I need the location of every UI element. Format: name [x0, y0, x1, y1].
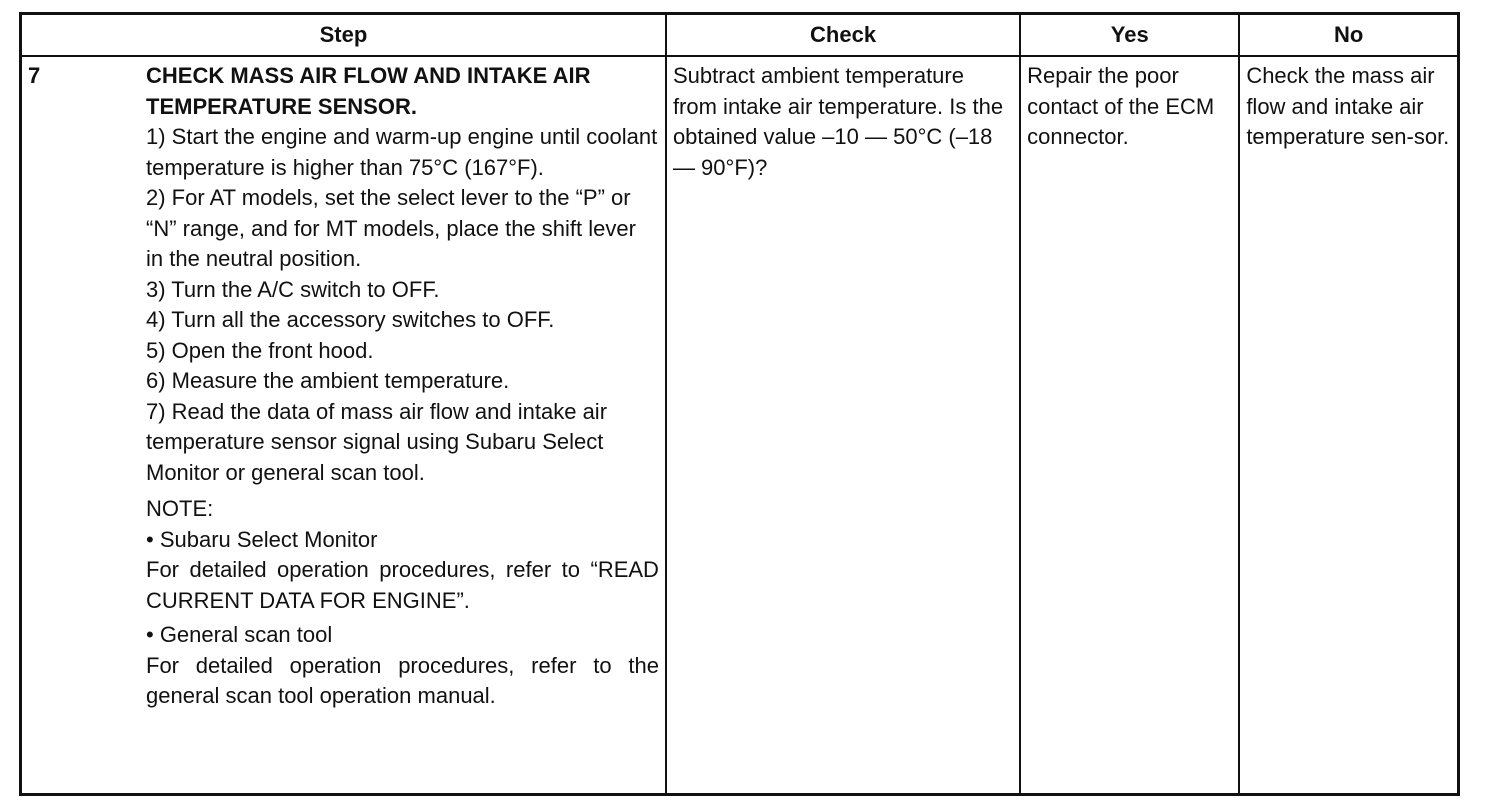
note-bullet-select-monitor: • Subaru Select Monitor	[146, 526, 378, 552]
procedure-5: 5) Open the front hood.	[146, 337, 374, 363]
diagnostic-table	[19, 12, 1460, 796]
procedure-2: 2) For AT models, set the select lever to the “P” or “N” range, and for MT models, place the shift lever in the neutral position.	[146, 185, 636, 271]
note-text-select-monitor: For detailed operation procedures, refer to “READ CURRENT DATA FOR ENGINE”.	[146, 557, 659, 613]
procedure-6: 6) Measure the ambient temperature.	[146, 368, 510, 393]
header-yes: Yes	[1020, 14, 1239, 57]
note-label: NOTE:	[146, 496, 214, 521]
note-text-scan-tool: For detailed operation procedures, refer to the general scan tool operation manual.	[146, 652, 659, 708]
step-title: CHECK MASS AIR FLOW AND INTAKE AIR TEMPERATURE SENSOR.	[146, 63, 591, 119]
procedure-3: 3) Turn the A/C switch to OFF.	[146, 276, 440, 302]
check-cell: Subtract ambient temperature from intake air temperature. Is the obtained value –10 — 50°C (–18 — 90°F)?	[666, 56, 1020, 795]
procedure-1: 1) Start the engine and warm-up engine until coolant temperature is higher than 75°C (167°F).	[146, 124, 658, 180]
table-row	[21, 56, 1459, 795]
header-check: Check	[666, 14, 1020, 57]
note-bullet-scan-tool: • General scan tool	[146, 622, 333, 647]
yes-cell: Repair the poor contact of the ECM connector.	[1020, 56, 1239, 795]
no-cell: Check the mass air flow and intake air temperature sen-sor.	[1239, 56, 1458, 795]
header-no: No	[1239, 14, 1458, 57]
header-step: Step	[21, 14, 666, 57]
procedure-4: 4) Turn all the accessory switches to OFF.	[146, 307, 555, 332]
header-row	[21, 14, 1459, 57]
step-number: 7	[28, 63, 41, 88]
step-cell	[21, 56, 666, 795]
procedure-7: 7) Read the data of mass air flow and intake air temperature sensor signal using Subaru Select Monitor or general scan tool.	[146, 398, 608, 485]
